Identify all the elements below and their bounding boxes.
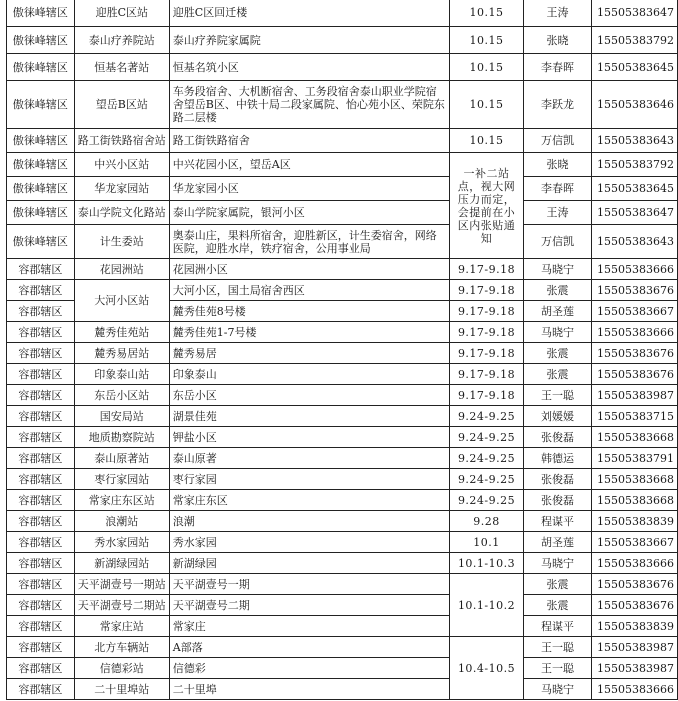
- station-cell: 华龙家园站: [74, 177, 169, 201]
- time-cell: 10.15: [450, 27, 524, 54]
- area-cell: 容郡辖区: [7, 301, 75, 322]
- station-cell: 国安局站: [74, 406, 169, 427]
- phone-cell: 15505383668: [592, 469, 678, 490]
- area-cell: 容郡辖区: [7, 280, 75, 301]
- scope-cell: 华龙家园小区: [169, 177, 449, 201]
- contact-cell: 张震: [523, 574, 591, 595]
- station-cell: 中兴小区站: [74, 153, 169, 177]
- time-cell: 10.15: [450, 54, 524, 81]
- station-cell: 迎胜C区站: [74, 0, 169, 27]
- area-cell: 容郡辖区: [7, 364, 75, 385]
- time-cell: 9.17-9.18: [450, 322, 524, 343]
- time-cell: 9.24-9.25: [450, 469, 524, 490]
- scope-cell: 钾盐小区: [169, 427, 449, 448]
- table-row: [7, 0, 678, 27]
- phone-cell: 15505383667: [592, 301, 678, 322]
- table-row: [7, 153, 678, 177]
- phone-cell: 15505383839: [592, 616, 678, 637]
- scope-cell: A部落: [169, 637, 449, 658]
- time-cell: 10.1-10.3: [450, 553, 524, 574]
- scope-cell: 大河小区，国土局宿舍西区: [169, 280, 449, 301]
- area-cell: 容郡辖区: [7, 469, 75, 490]
- phone-cell: 15505383647: [592, 201, 678, 225]
- phone-cell: 15505383676: [592, 280, 678, 301]
- area-cell: 傲徕峰辖区: [7, 129, 75, 153]
- scope-cell: 湖景佳苑: [169, 406, 449, 427]
- area-cell: 傲徕峰辖区: [7, 81, 75, 129]
- time-cell: 10.1-10.2: [450, 574, 524, 637]
- table-row: [7, 406, 678, 427]
- scope-cell: 麓秀易居: [169, 343, 449, 364]
- contact-cell: 张晓: [523, 27, 591, 54]
- contact-cell: 马晓宁: [523, 679, 591, 700]
- table-row: [7, 490, 678, 511]
- contact-cell: 王一聪: [523, 658, 591, 679]
- station-cell: 二十里埠站: [74, 679, 169, 700]
- scope-cell: 二十里埠: [169, 679, 449, 700]
- area-cell: 容郡辖区: [7, 574, 75, 595]
- table-row: [7, 637, 678, 658]
- station-cell: 望岳B区站: [74, 81, 169, 129]
- station-cell: 印象泰山站: [74, 364, 169, 385]
- scope-cell: 泰山疗养院家属院: [169, 27, 449, 54]
- phone-cell: 15505383668: [592, 490, 678, 511]
- phone-cell: 15505383666: [592, 679, 678, 700]
- phone-cell: 15505383643: [592, 225, 678, 259]
- station-cell: 地质勘察院站: [74, 427, 169, 448]
- contact-cell: 张俊磊: [523, 469, 591, 490]
- contact-cell: 刘媛媛: [523, 406, 591, 427]
- contact-cell: 马晓宁: [523, 259, 591, 280]
- table-row: [7, 469, 678, 490]
- area-cell: 傲徕峰辖区: [7, 0, 75, 27]
- area-cell: 容郡辖区: [7, 427, 75, 448]
- contact-cell: 万信凯: [523, 225, 591, 259]
- station-cell: 恒基名著站: [74, 54, 169, 81]
- area-cell: 容郡辖区: [7, 511, 75, 532]
- contact-cell: 马晓宁: [523, 322, 591, 343]
- scope-cell: 泰山原著: [169, 448, 449, 469]
- area-cell: 容郡辖区: [7, 637, 75, 658]
- phone-cell: 15505383646: [592, 81, 678, 129]
- contact-cell: 韩德运: [523, 448, 591, 469]
- time-cell: 9.24-9.25: [450, 490, 524, 511]
- table-row: [7, 322, 678, 343]
- table-row: [7, 616, 678, 637]
- time-cell: 9.24-9.25: [450, 448, 524, 469]
- contact-cell: 张俊磊: [523, 490, 591, 511]
- contact-cell: 王涛: [523, 201, 591, 225]
- time-cell: 一补二站点，视大网压力而定，会提前在小区内张贴通知: [450, 153, 524, 259]
- area-cell: 容郡辖区: [7, 448, 75, 469]
- table-row: [7, 343, 678, 364]
- phone-cell: 15505383676: [592, 343, 678, 364]
- time-cell: 10.15: [450, 81, 524, 129]
- scope-cell: 常家庄: [169, 616, 449, 637]
- contact-cell: 王涛: [523, 0, 591, 27]
- phone-cell: 15505383667: [592, 532, 678, 553]
- area-cell: 容郡辖区: [7, 658, 75, 679]
- scope-cell: 天平湖壹号二期: [169, 595, 449, 616]
- time-cell: 9.17-9.18: [450, 280, 524, 301]
- area-cell: 容郡辖区: [7, 679, 75, 700]
- station-cell: 计生委站: [74, 225, 169, 259]
- time-cell: 10.4-10.5: [450, 637, 524, 700]
- contact-cell: 程谋平: [523, 616, 591, 637]
- scope-cell: 中兴花园小区，望岳A区: [169, 153, 449, 177]
- phone-cell: 15505383987: [592, 637, 678, 658]
- station-cell: 天平湖壹号一期站: [74, 574, 169, 595]
- scope-cell: 新湖绿园: [169, 553, 449, 574]
- table-row: [7, 280, 678, 301]
- time-cell: 9.17-9.18: [450, 343, 524, 364]
- table-row: [7, 427, 678, 448]
- time-cell: 9.28: [450, 511, 524, 532]
- contact-cell: 程谋平: [523, 511, 591, 532]
- time-cell: 10.1: [450, 532, 524, 553]
- scope-cell: 枣行家园: [169, 469, 449, 490]
- scope-cell: 常家庄东区: [169, 490, 449, 511]
- station-cell: 天平湖壹号二期站: [74, 595, 169, 616]
- scope-cell: 车务段宿舍、大机断宿舍、工务段宿舍泰山职业学院宿舍望岳B区、中铁十局二段家属院、怡心苑小区、荣院东路二层楼: [169, 81, 449, 129]
- station-cell: 麓秀易居站: [74, 343, 169, 364]
- station-cell: 大河小区站: [74, 280, 169, 322]
- station-cell: 泰山原著站: [74, 448, 169, 469]
- station-cell: 北方车辆站: [74, 637, 169, 658]
- station-cell: 花园洲站: [74, 259, 169, 280]
- station-cell: 新湖绿园站: [74, 553, 169, 574]
- area-cell: 容郡辖区: [7, 553, 75, 574]
- phone-cell: 15505383987: [592, 658, 678, 679]
- contact-cell: 张震: [523, 364, 591, 385]
- scope-cell: 麓秀佳苑8号楼: [169, 301, 449, 322]
- table-row: [7, 129, 678, 153]
- table-row: [7, 532, 678, 553]
- table-row: [7, 225, 678, 259]
- contact-cell: 张晓: [523, 153, 591, 177]
- area-cell: 傲徕峰辖区: [7, 201, 75, 225]
- phone-cell: 15505383676: [592, 574, 678, 595]
- area-cell: 容郡辖区: [7, 595, 75, 616]
- contact-cell: 万信凯: [523, 129, 591, 153]
- contact-cell: 张震: [523, 280, 591, 301]
- phone-cell: 15505383791: [592, 448, 678, 469]
- contact-cell: 李春晖: [523, 54, 591, 81]
- time-cell: 9.24-9.25: [450, 427, 524, 448]
- area-cell: 容郡辖区: [7, 259, 75, 280]
- table-row: [7, 177, 678, 201]
- area-cell: 容郡辖区: [7, 406, 75, 427]
- phone-cell: 15505383666: [592, 553, 678, 574]
- contact-cell: 张俊磊: [523, 427, 591, 448]
- phone-cell: 15505383666: [592, 322, 678, 343]
- station-cell: 泰山疗养院站: [74, 27, 169, 54]
- phone-cell: 15505383676: [592, 364, 678, 385]
- time-cell: 9.17-9.18: [450, 385, 524, 406]
- scope-cell: 迎胜C区回迁楼: [169, 0, 449, 27]
- station-cell: 信德彩站: [74, 658, 169, 679]
- table-row: [7, 385, 678, 406]
- phone-cell: 15505383666: [592, 259, 678, 280]
- table-row: [7, 364, 678, 385]
- contact-cell: 马晓宁: [523, 553, 591, 574]
- station-cell: 浪潮站: [74, 511, 169, 532]
- phone-cell: 15505383987: [592, 385, 678, 406]
- table-row: [7, 201, 678, 225]
- table-row: [7, 574, 678, 595]
- scope-cell: 麓秀佳苑1-7号楼: [169, 322, 449, 343]
- scope-cell: 奥泰山庄，果料所宿舍，迎胜新区，计生委宿舍，网络医院，迎胜水岸，铁疗宿舍，公用事业局: [169, 225, 449, 259]
- table-row: [7, 81, 678, 129]
- scope-cell: 东岳小区: [169, 385, 449, 406]
- area-cell: 容郡辖区: [7, 490, 75, 511]
- table-row: [7, 448, 678, 469]
- area-cell: 傲徕峰辖区: [7, 225, 75, 259]
- station-cell: 枣行家园站: [74, 469, 169, 490]
- area-cell: 容郡辖区: [7, 343, 75, 364]
- station-cell: 常家庄站: [74, 616, 169, 637]
- scope-cell: 天平湖壹号一期: [169, 574, 449, 595]
- contact-cell: 王一聪: [523, 385, 591, 406]
- phone-cell: 15505383647: [592, 0, 678, 27]
- time-cell: 9.17-9.18: [450, 364, 524, 385]
- time-cell: 9.17-9.18: [450, 259, 524, 280]
- phone-cell: 15505383645: [592, 177, 678, 201]
- area-cell: 容郡辖区: [7, 616, 75, 637]
- table-row: [7, 511, 678, 532]
- table-row: [7, 27, 678, 54]
- station-cell: 秀水家园站: [74, 532, 169, 553]
- contact-cell: 李春晖: [523, 177, 591, 201]
- phone-cell: 15505383643: [592, 129, 678, 153]
- contact-cell: 张震: [523, 595, 591, 616]
- scope-cell: 浪潮: [169, 511, 449, 532]
- area-cell: 傲徕峰辖区: [7, 177, 75, 201]
- scope-cell: 秀水家园: [169, 532, 449, 553]
- area-cell: 容郡辖区: [7, 322, 75, 343]
- station-cell: 泰山学院文化路站: [74, 201, 169, 225]
- table-row: [7, 553, 678, 574]
- area-cell: 傲徕峰辖区: [7, 54, 75, 81]
- table-row: [7, 259, 678, 280]
- phone-cell: 15505383668: [592, 427, 678, 448]
- phone-cell: 15505383839: [592, 511, 678, 532]
- phone-cell: 15505383715: [592, 406, 678, 427]
- phone-cell: 15505383792: [592, 27, 678, 54]
- time-cell: 10.15: [450, 0, 524, 27]
- area-cell: 傲徕峰辖区: [7, 153, 75, 177]
- scope-cell: 泰山学院家属院，银河小区: [169, 201, 449, 225]
- scope-cell: 路工街铁路宿舍: [169, 129, 449, 153]
- scope-cell: 恒基名筑小区: [169, 54, 449, 81]
- scope-cell: 花园洲小区: [169, 259, 449, 280]
- station-cell: 东岳小区站: [74, 385, 169, 406]
- area-cell: 容郡辖区: [7, 532, 75, 553]
- contact-cell: 李跃龙: [523, 81, 591, 129]
- scope-cell: 印象泰山: [169, 364, 449, 385]
- time-cell: 9.17-9.18: [450, 301, 524, 322]
- station-cell: 常家庄东区站: [74, 490, 169, 511]
- station-cell: 麓秀佳苑站: [74, 322, 169, 343]
- phone-cell: 15505383645: [592, 54, 678, 81]
- scope-cell: 信德彩: [169, 658, 449, 679]
- area-cell: 傲徕峰辖区: [7, 27, 75, 54]
- time-cell: 9.24-9.25: [450, 406, 524, 427]
- phone-cell: 15505383676: [592, 595, 678, 616]
- testing-station-table: [6, 0, 678, 700]
- table-row: [7, 595, 678, 616]
- time-cell: 10.15: [450, 129, 524, 153]
- station-cell: 路工街铁路宿舍站: [74, 129, 169, 153]
- contact-cell: 胡圣莲: [523, 301, 591, 322]
- area-cell: 容郡辖区: [7, 385, 75, 406]
- contact-cell: 王一聪: [523, 637, 591, 658]
- table-row: [7, 679, 678, 700]
- contact-cell: 胡圣莲: [523, 532, 591, 553]
- phone-cell: 15505383792: [592, 153, 678, 177]
- contact-cell: 张震: [523, 343, 591, 364]
- table-row: [7, 54, 678, 81]
- table-row: [7, 658, 678, 679]
